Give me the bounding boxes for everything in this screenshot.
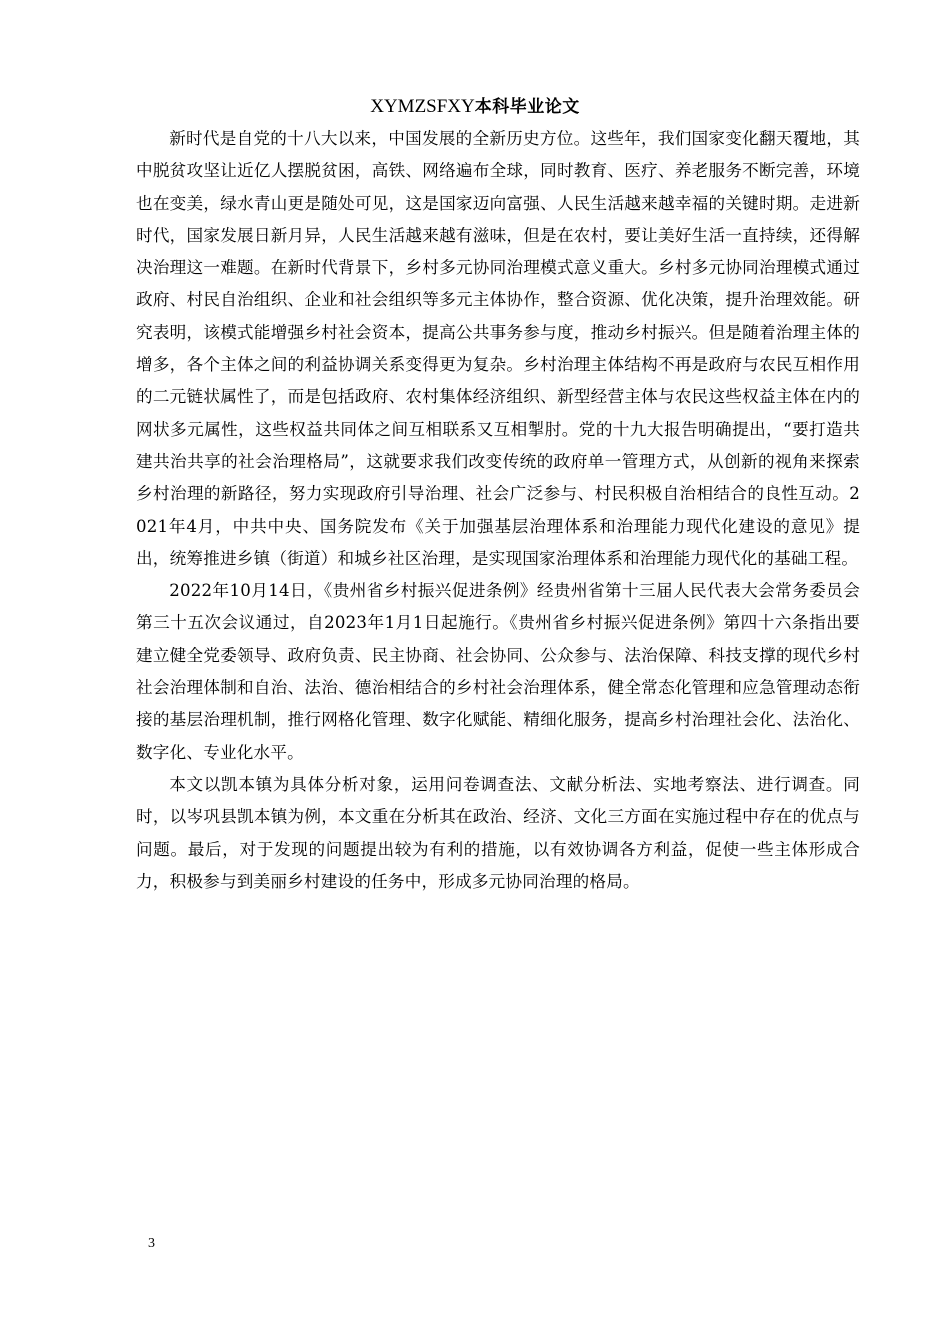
page-header [0,93,950,120]
header-code: XYMZSFXY [370,96,475,117]
document-body [136,123,860,898]
body-paragraph: 2022年10月14日，《贵州省乡村振兴促进条例》经贵州省第十三届人民代表大会常务委员会第三十五次会议通过，自2023年1月1日起施行。《贵州省乡村振兴促进条例》第四十六条指出要建立健全党委领导、政府负责、民主协商、社会协同、公众参与、法治保障、科技支撑的现代乡村社会治理体制和自治、法治、德治相结合的乡村社会治理体系，健全常态化管理和应急管理动态衔接的基层治理机制，推行网格化管理、数字化赋能、精细化服务，提高乡村治理社会化、法治化、数字化、专业化水平。 [136,581,860,762]
header-title: 本科毕业论文 [474,97,580,117]
body-paragraph: 本文以凯本镇为具体分析对象，运用问卷调查法、文献分析法、实地考察法、进行调查。同时，以岑巩县凯本镇为例，本文重在分析其在政治、经济、文化三方面在实施过程中存在的优点与问题。最后，对于发现的问题提出较为有利的措施，以有效协调各方利益，促使一些主体形成合力，积极参与到美丽乡村建设的任务中，形成多元协同治理的格局。 [136,774,860,891]
page-number: 3 [148,1236,155,1251]
body-paragraph: 新时代是自党的十八大以来，中国发展的全新历史方位。这些年，我们国家变化翻天覆地，其中脱贫攻坚让近亿人摆脱贫困，高铁、网络遍布全球，同时教育、医疗、养老服务不断完善，环境也在变美，绿水青山更是随处可见，这是国家迈向富强、人民生活越来越幸福的关键时期。走进新时代，国家发展日新月异，人民生活越来越有滋味，但是在农村，要让美好生活一直持续，还得解决治理这一难题。在新时代背景下，乡村多元协同治理模式意义重大。乡村多元协同治理模式通过政府、村民自治组织、企业和社会组织等多元主体协作，整合资源、优化决策，提升治理效能。研究表明，该模式能增强乡村社会资本，提高公共事务参与度，推动乡村振兴。但是随着治理主体的增多，各个主体之间的利益协调关系变得更为复杂。乡村治理主体结构不再是政府与农民互相作用的二元链状属性了，而是包括政府、农村集体经济组织、新型经营主体与农民这些权益主体在内的网状多元属性，这些权益共同体之间互相联系又互相掣肘。党的十九大报告明确提出，“要打造共建共治共享的社会治理格局”，这就要求我们改变传统的政府单一管理方式，从创新的视角来探索乡村治理的新路径，努力实现政府引导治理、社会广泛参与、村民积极自治相结合的良性互动。2021年4月，中共中央、国务院发布《关于加强基层治理体系和治理能力现代化建设的意见》提出，统筹推进乡镇（街道）和城乡社区治理，是实现国家治理体系和治理能力现代化的基础工程。 [136,129,860,568]
